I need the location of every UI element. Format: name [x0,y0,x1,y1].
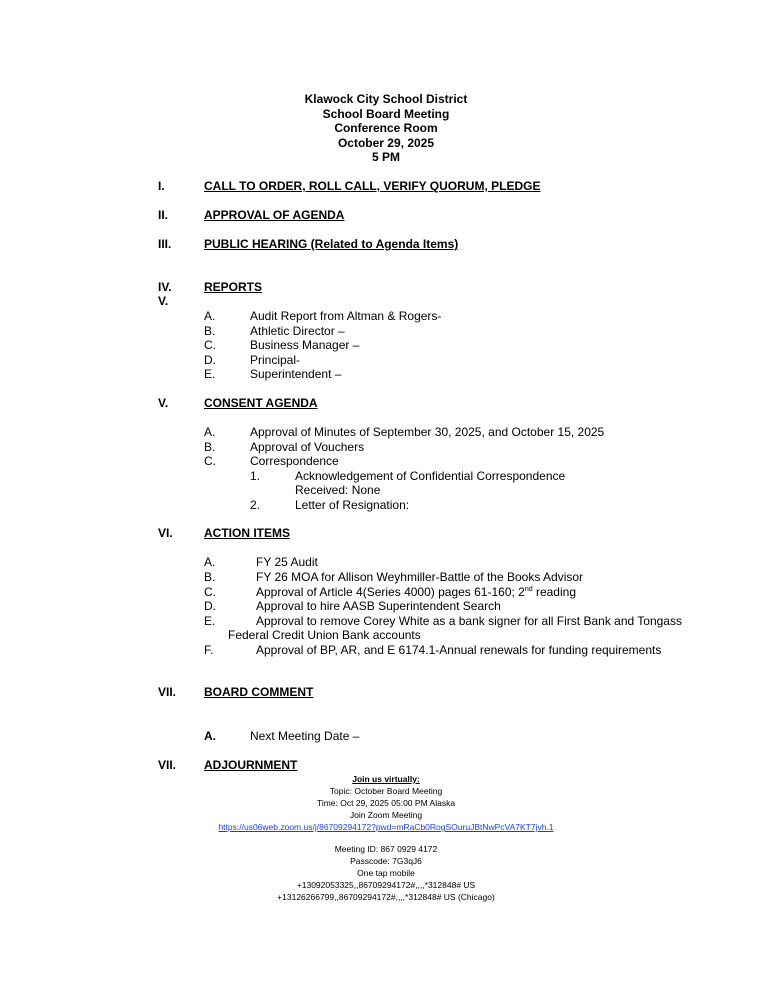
list-item-text: Business Manager – [250,338,360,352]
zoom-passcode: Passcode: 7G3qJ6 [350,856,422,866]
list-item-text: Next Meeting Date – [250,729,360,743]
list-item-text: Approval to hire AASB Superintendent Search [256,599,501,613]
sub-item-text: Acknowledgement of Confidential Correspondence [295,468,566,483]
list-item-letter: C. [204,584,216,599]
list-item-text-main: Approval of Article 4(Series 4000) pages 61-160; 2 [256,584,525,599]
zoom-phone-chicago: +13126266799,,86709294172#,,,,*312848# US (Chicago) [277,892,495,902]
section-adjournment: ADJOURNMENT [204,758,298,772]
section-number: I. [158,179,165,193]
zoom-meeting-id: Meeting ID: 867 0929 4172 [334,844,438,854]
list-item-letter: A. [204,555,216,569]
section-number: III. [158,237,172,251]
list-item-text: FY 25 Audit [256,555,318,569]
meeting-time: 5 PM [371,150,400,164]
section-reports: REPORTS [204,280,263,294]
meeting-location: Conference Room [334,121,438,135]
list-item-text: Approval of Vouchers [250,439,365,454]
list-item-letter: A. [204,425,216,439]
zoom-topic: Topic: October Board Meeting [329,786,443,796]
list-item-text-tail: reading [532,584,576,599]
list-item-text [256,585,576,599]
sub-item-text: Received: None [295,483,381,497]
list-item-text: Approval of BP, AR, and E 6174.1-Annual renewals for funding requirements [256,642,662,657]
list-item-letter: C. [204,338,216,352]
list-item-text: Principal- [250,352,301,367]
zoom-meeting-link[interactable]: https://us06web.zoom.us/j/86709294172?pwd=mRaCb0RogSOuruJBtNwPcVA7KT7jvh.1 [218,822,554,832]
zoom-heading: Join us virtually: [352,774,420,784]
section-board-comment: BOARD COMMENT [204,685,314,699]
section-number: VII. [158,685,177,699]
section-call-to-order: CALL TO ORDER, ROLL CALL, VERIFY QUORUM, PLEDGE [204,179,541,193]
section-number: IV. [158,280,172,294]
sub-item-number: 2. [250,497,261,512]
section-action-items: ACTION ITEMS [204,526,290,540]
list-item-text: Athletic Director – [250,323,345,338]
meeting-title: School Board Meeting [322,106,450,121]
list-item-text: Audit Report from Altman & Rogers- [250,309,442,323]
section-number: V. [158,396,169,410]
sub-item-number: 1. [250,468,261,483]
district-name: Klawock City School District [304,92,468,106]
list-item-text: FY 26 MOA for Allison Weyhmiller-Battle of the Books Advisor [256,570,584,584]
zoom-one-tap: One tap mobile [357,868,415,878]
section-number: II. [158,208,169,222]
list-item-letter: E. [204,613,216,628]
list-item-letter: E. [204,367,216,381]
list-item-text: Approval of Minutes of September 30, 2025, and October 15, 2025 [250,425,605,439]
list-item-letter: B. [204,439,216,454]
list-item-letter: B. [204,323,216,338]
section-approval-agenda: APPROVAL OF AGENDA [204,208,345,222]
zoom-phone-us: +13092053325,,86709294172#,,,,*312848# US [296,880,476,890]
list-item-letter: D. [204,352,216,367]
zoom-join-label: Join Zoom Meeting [349,810,423,820]
zoom-time: Time: Oct 29, 2025 05:00 PM Alaska [316,798,456,808]
list-item-letter: D. [204,599,216,613]
list-item-text: Correspondence [250,454,339,468]
list-item-text: Superintendent – [250,367,342,381]
list-item-letter: B. [204,570,216,584]
list-item-letter: A. [204,729,216,743]
ordinal-suffix: nd [524,585,533,593]
meeting-date: October 29, 2025 [337,135,435,150]
section-number: VI. [158,526,173,540]
section-public-hearing: PUBLIC HEARING (Related to Agenda Items) [204,237,459,251]
list-item-letter: F. [204,642,214,657]
list-item-text: Approval to remove Corey White as a bank signer for all First Bank and Tongass [256,613,682,628]
list-item-continuation: Federal Credit Union Bank accounts [228,628,421,642]
list-item-letter: C. [204,454,216,468]
sub-item-text: Letter of Resignation: [295,497,410,512]
section-number: VII. [158,758,177,772]
list-item-letter: A. [204,309,216,323]
section-consent-agenda: CONSENT AGENDA [204,396,318,410]
section-number: V. [158,294,169,308]
